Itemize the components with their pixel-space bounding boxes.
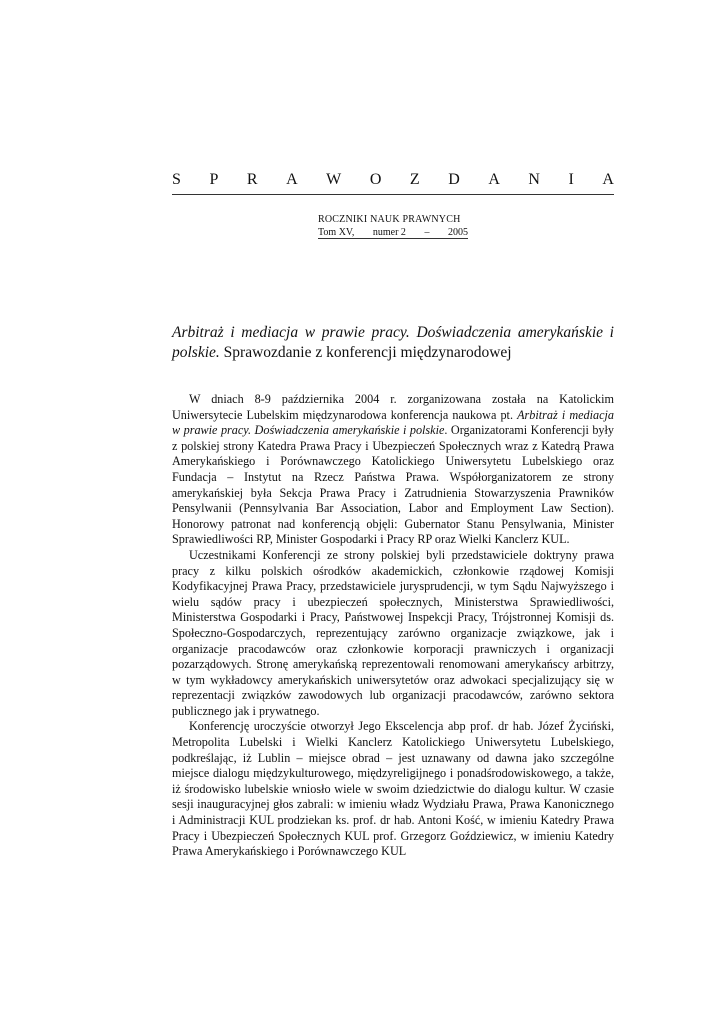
article-title [172, 323, 614, 363]
paragraph-1-italic: Arbitraż i mediacja w prawie pracy. Doświadczenia amerykańskie i polskie [172, 407, 614, 438]
section-letter: A [602, 171, 614, 188]
section-letter: A [488, 171, 500, 188]
section-letter: D [448, 171, 460, 188]
journal-dash: – [424, 227, 430, 238]
paragraph-1 [172, 392, 614, 548]
section-letter: Z [409, 171, 420, 188]
title-italic: Arbitraż i mediacja w prawie pracy. Doświadczenia amerykańskie i polskie. [172, 324, 614, 361]
section-letter: N [528, 171, 540, 188]
paragraph-1-text-b: . Organizatorami Konferencji były z polskiej strony Katedra Prawa Pracy i Ubezpieczeń Społecznych wraz z Katedrą Prawa Amerykańskiego i Porównawczego Katolickiego Uniwersytetu Lubelskiego oraz Fundacja – Instytut na Rzecz Państwa Prawa. Współorganizatorem ze strony amerykańskiej była Sekcja Prawa Pracy i Zatrudnienia Stowarzyszenia Prawników Pensylwanii (Pennsylvania Bar Association, Labor and Employment Law Section). Honorowy patronat nad konferencją objęli: Gubernator Stanu Pensylwania, Minister Sprawiedliwości RP, Minister Gospodarki i Pracy RP oraz Wielki Kanclerz KUL. [172, 423, 615, 547]
journal-name: ROCZNIKI NAUK PRAWNYCH [318, 214, 461, 225]
paragraph-2: Uczestnikami Konferencji ze strony polskiej byli przedstawiciele doktryny prawa pracy z kilku polskich ośrodków akademickich, członkowie rządowej Komisji Kodyfikacyjnej Prawa Pracy, przedstawiciele jurysprudencji, w tym Sądu Najwyższego i wielu sądów pracy i ubezpieczeń społecznych, Ministerstwa Sprawiedliwości, Ministerstwa Gospodarki i Pracy, Państwowej Inspekcji Pracy, Trójstronnej Komisji ds. Społeczno-Gospodarczych, reprezentujący zarówno organizacje związkowe, jak i organizacje pracodawców oraz członkowie korporacji prawniczych i organizacji pozarządowych. Stronę amerykańską reprezentowali renomowani amerykańscy arbitrzy, w tym wykładowcy amerykańskich uniwersytetów oraz adwokaci specjalizujący się w reprezentacji związków zawodowych lub organizacji pracodawców, zarówno sektora publicznego jak i prywatnego. [172, 547, 614, 718]
header-rule [172, 194, 614, 195]
article-body [172, 392, 614, 860]
journal-underline [318, 238, 468, 239]
section-letter: A [286, 171, 298, 188]
section-letter: S [172, 171, 181, 188]
section-letter: I [568, 171, 574, 188]
paragraph-1-text-a: W dniach 8-9 października 2004 r. zorganizowana została na Katolickim Uniwersytecie Lubelskim międzynarodowa konferencja naukowa pt. [172, 392, 614, 422]
section-letter: O [369, 171, 382, 188]
section-header [172, 171, 614, 189]
section-letter: P [209, 171, 219, 188]
journal-tom: Tom XV, [318, 227, 355, 238]
section-letter: W [326, 171, 342, 188]
journal-year: 2005 [447, 227, 468, 238]
section-letter: R [246, 171, 258, 188]
title-subtitle: Sprawozdanie z konferencji międzynarodowej [219, 344, 512, 361]
paragraph-3: Konferencję uroczyście otworzył Jego Ekscelencja abp prof. dr hab. Józef Życiński, Metropolita Lubelski i Wielki Kanclerz Katolickiego Uniwersytetu Lubelskiego, podkreślając, iż Lublin – miejsce obrad – jest uznawany od dawna jako szczególne miejsce dialogu międzykulturowego, międzyreligijnego i ponadśrodowiskowego, a także, iż środowisko lubelskie wniosło wiele w swoim dziedzictwie do dialogu kultur. W czasie sesji inauguracyjnej głos zabrali: w imieniu władz Wydziału Prawa, Prawa Kanonicznego i Administracji KUL prodziekan ks. prof. dr hab. Antoni Kość, w imieniu Katedry Prawa Pracy i Ubezpieczeń Społecznych KUL prof. Grzegorz Goździewicz, w imieniu Katedry Prawa Amerykańskiego i Porównawczego KUL [172, 719, 614, 859]
journal-numer: numer 2 [372, 227, 406, 238]
journal-info [318, 213, 468, 239]
